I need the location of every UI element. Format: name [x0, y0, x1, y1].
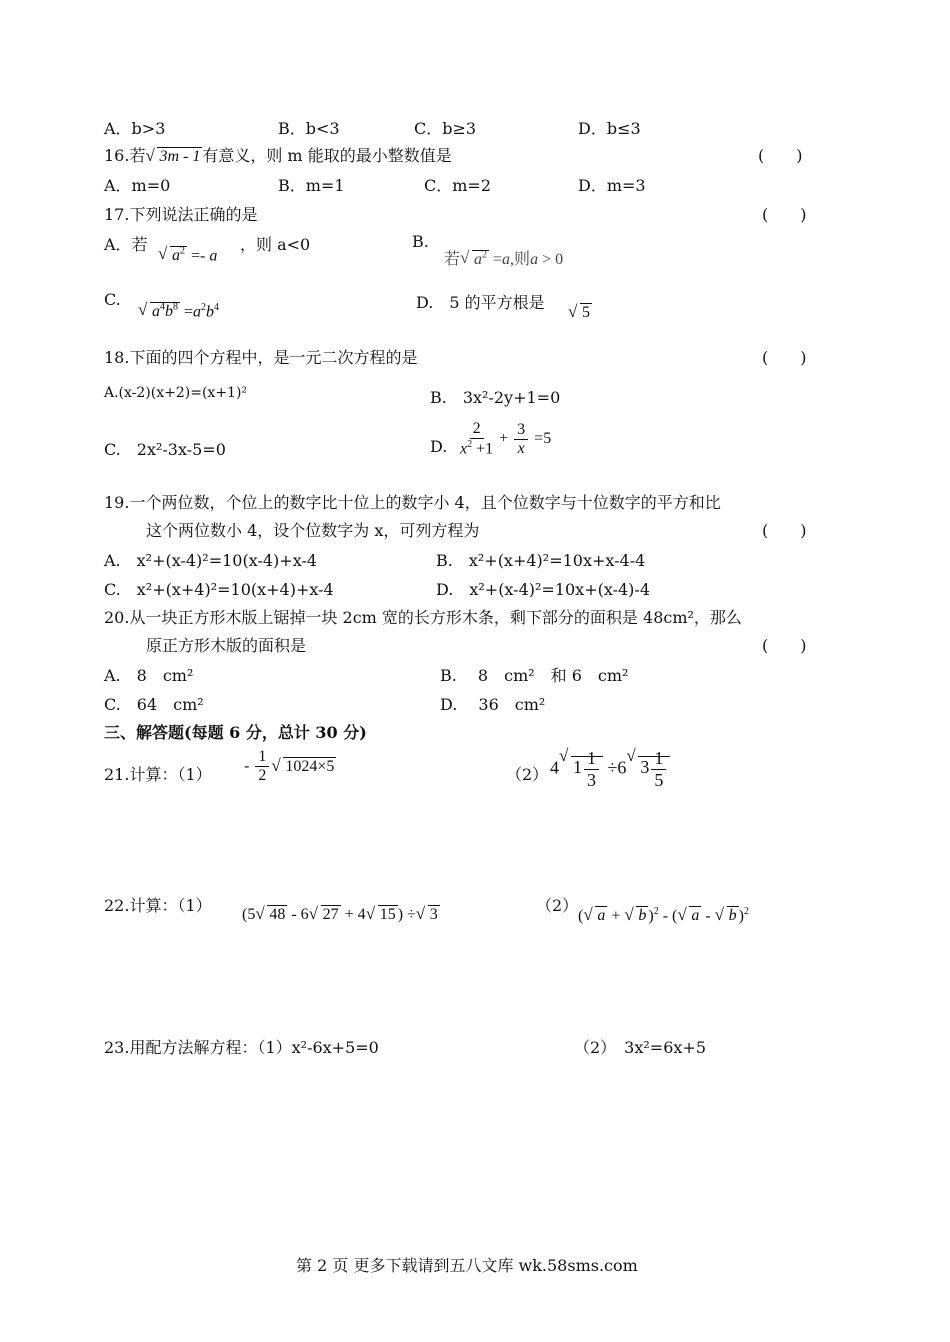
q18-option-d-formula: $\frac{2}{x^2 +1}$ + $\frac{3}{x}$ =5 [460, 420, 552, 458]
q16-stem: 16.若√ 3m - 1 有意义，则 m 能取的最小整数值是 [104, 143, 452, 166]
q19-option-b: B. x²+(x+4)²=10x+x-4-4 [436, 551, 646, 570]
q22-label: 22.计算：（1） [104, 896, 212, 915]
q16-option-c: C．m=2 [424, 176, 492, 195]
q18-option-b: B. 3x²-2y+1=0 [430, 388, 561, 407]
q17-option-c-label: C. [104, 290, 121, 309]
q21-part2-label: （2） [506, 765, 549, 784]
q17-option-d-label: D. 5 的平方根是 [416, 293, 545, 312]
q23-label: 23.用配方法解方程：（1）x²-6x+5=0 [104, 1038, 379, 1057]
q21-label: 21.计算：（1） [104, 765, 212, 784]
q17-option-c-formula: √ $a^4b^8 =a^2b^4$ [138, 302, 219, 321]
q20-option-b: B. 8 cm² 和 6 cm² [440, 666, 629, 685]
q20-option-c: C. 64 cm² [104, 695, 204, 714]
q19-option-d: D. x²+(x-4)²=10x+(x-4)-4 [436, 580, 651, 599]
q16-option-a: A．m=0 [104, 176, 171, 195]
q17-option-b-label: B. [412, 232, 429, 251]
q18-answer-paren: ( ) [762, 348, 807, 367]
q17-option-d-formula: √ 5 [568, 304, 592, 322]
q17-stem: 17.下列说法正确的是 [104, 205, 258, 224]
q20-option-a: A. 8 cm² [104, 666, 194, 685]
q18-option-c: C. 2x²-3x-5=0 [104, 440, 226, 459]
section-heading: 三、解答题(每题 6 分，总计 30 分) [104, 723, 367, 742]
q23-part2: （2） 3x²=6x+5 [574, 1038, 706, 1057]
q16-option-b: B．m=1 [278, 176, 345, 195]
q17-answer-paren: ( ) [762, 205, 807, 224]
q21-part2-formula: 4√ 1 $\frac{1}{3}$ ÷6√ 3 $\frac{1}{5}$ [550, 748, 670, 790]
q22-part1-formula: (5√ 48 - 6√ 27 + 4√ 15 ) ÷√ 3 [242, 906, 440, 924]
q17-option-a-tail: ，则 a<0 [240, 235, 311, 254]
q18-stem: 18.下面的四个方程中，是一元二次方程的是 [104, 348, 418, 367]
q17-option-b-formula: 若√ $a^2 =a$,则a > 0 [444, 246, 563, 269]
q22-part2-formula: (√ a + √ b )$^2$ - (√ a - √ b )$^2$ [578, 906, 749, 925]
q15-option-d: D．b≤3 [578, 119, 641, 138]
q19-stem: 19.一个两位数，个位上的数字比十位上的数字小 4，且个位数字与十位数字的平方和比 [104, 493, 721, 512]
q17-option-a-label: A．若 [104, 235, 148, 254]
q20-stem: 20.从一块正方形木版上锯掉一块 2cm 宽的长方形木条，剩下部分的面积是 48cm²，那么 [104, 608, 742, 627]
q20-answer-paren: ( ) [762, 636, 807, 655]
q21-part1-formula: - $\frac{1}{2}$ √ 1024×5 [244, 748, 336, 786]
q17-option-a-formula: √ $a^2 =- a$ [158, 246, 217, 265]
q20-option-d: D. 36 cm² [440, 695, 546, 714]
q19-stem-cont: 这个两位数小 4，设个位数字为 x，可列方程为 [146, 521, 480, 540]
page-footer: 第 2 页 更多下载请到五八文库 wk.58sms.com [296, 1256, 638, 1275]
q19-option-c: C. x²+(x+4)²=10(x+4)+x-4 [104, 580, 334, 599]
q18-option-d-label: D. [430, 437, 448, 456]
q19-option-a: A. x²+(x-4)²=10(x-4)+x-4 [104, 551, 318, 570]
q15-option-a: A．b>3 [104, 119, 166, 138]
q15-option-c: C．b≥3 [414, 119, 477, 138]
q16-answer-paren: ( ) [758, 146, 803, 165]
q19-answer-paren: ( ) [762, 521, 807, 540]
q15-option-b: B．b<3 [278, 119, 340, 138]
q20-stem-cont: 原正方形木版的面积是 [146, 636, 307, 655]
q22-part2-label: （2） [536, 896, 579, 915]
q16-option-d: D．m=3 [578, 176, 646, 195]
q18-option-a: A.(x-2)(x+2)=(x+1)² [104, 385, 248, 401]
